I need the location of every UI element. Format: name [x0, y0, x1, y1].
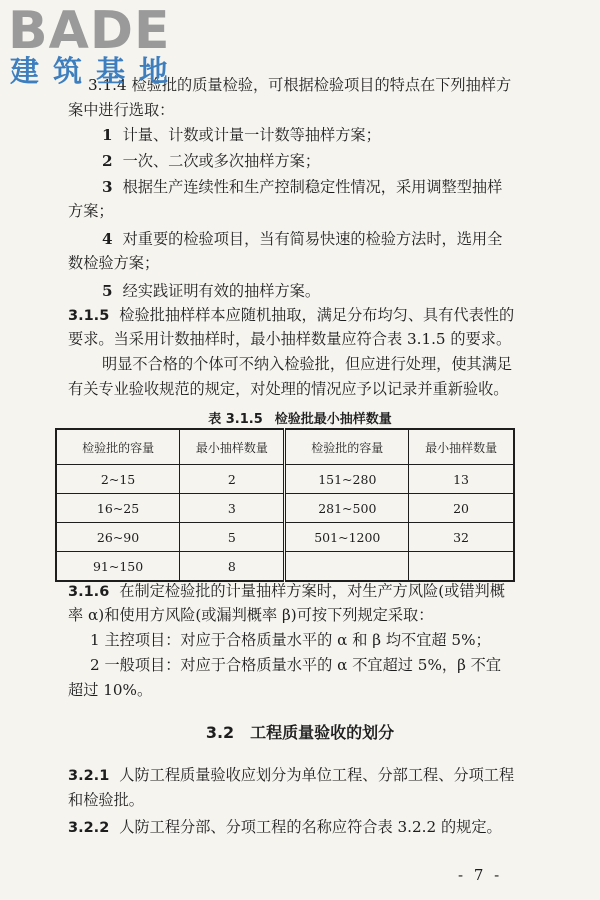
- para-321-line1: 3.2.1 人防工程质量验收应划分为单位工程、分部工程、分项工程: [68, 766, 515, 784]
- logo-subtitle: 建筑基地: [10, 54, 183, 88]
- para-315-line1: 3.1.5 检验批抽样样本应随机抽取，满足分布均匀、具有代表性的: [68, 306, 515, 324]
- para-315-line3: 明显不合格的个体可不纳入检验批，但应进行处理，使其满足: [102, 355, 513, 373]
- list-item-3: [102, 176, 502, 198]
- list-item-4: [102, 228, 502, 250]
- para-322: 3.2.2 人防工程分部、分项工程的名称应符合表 3.2.2 的规定。: [68, 818, 502, 836]
- table-caption-number: 表 3.1.5: [208, 412, 263, 427]
- list-item-text: 计量、计数或计量一计数等抽样方案；: [122, 126, 381, 144]
- para-316-line5: 超过 10%。: [68, 681, 153, 699]
- list-item-text: 对重要的检验项目，当有简易快速的检验方法时，选用全: [122, 230, 503, 248]
- sampling-table: [55, 428, 515, 582]
- list-item-number: 4: [102, 230, 113, 248]
- table-cell: 8: [180, 552, 285, 582]
- table-row: [56, 552, 514, 582]
- list-item-number: 1: [102, 126, 113, 144]
- para-314-line1: 3.1.4 检验批的质量检验，可根据检验项目的特点在下列抽样方: [88, 76, 512, 94]
- table-header-cell: 最小抽样数量: [180, 429, 285, 465]
- list-item-text: 根据生产连续性和生产控制稳定性情况，采用调整型抽样: [122, 178, 503, 196]
- table-row: [56, 523, 514, 552]
- para-316-line4: 2 一般项目：对应于合格质量水平的 α 不宜超过 5%，β 不宜: [90, 656, 502, 674]
- list-item-3-cont: 方案；: [68, 202, 114, 220]
- watermark-logo: [8, 1, 183, 88]
- table-cell: 5: [180, 523, 285, 552]
- list-item-number: 5: [102, 282, 113, 300]
- table-row: [56, 494, 514, 523]
- section-number: 3.2.1: [68, 768, 110, 784]
- para-315-line2: 要求。当采用计数抽样时，最小抽样数量应符合表 3.1.5 的要求。: [68, 330, 512, 348]
- table-cell: 151~280: [285, 465, 409, 494]
- list-item-4-cont: 数检验方案；: [68, 254, 160, 272]
- table-cell: 2: [180, 465, 285, 494]
- list-item-text: 一次、二次或多次抽样方案；: [122, 152, 321, 170]
- section-number: 3.2.2: [68, 820, 110, 836]
- section-number: 3.1.5: [68, 308, 110, 324]
- list-item-number: 3: [102, 178, 113, 196]
- table-header-cell: 检验批的容量: [285, 429, 409, 465]
- list-item-2: [102, 150, 320, 172]
- section-number: 3.1.6: [68, 584, 110, 600]
- page-number: - 7 -: [458, 866, 503, 884]
- table-cell: [285, 552, 409, 582]
- heading-title: 工程质量验收的划分: [250, 723, 395, 742]
- table-caption: [0, 408, 600, 427]
- para-316-line2: 率 α)和使用方风险(或漏判概率 β)可按下列规定采取：: [68, 606, 434, 624]
- table-cell: 13: [409, 465, 514, 494]
- para-315-line4: 有关专业验收规范的规定，对处理的情况应予以记录并重新验收。: [68, 380, 509, 398]
- table-cell: 501~1200: [285, 523, 409, 552]
- list-item-5: [102, 280, 320, 302]
- table-cell: 281~500: [285, 494, 409, 523]
- para-316-line1: 3.1.6 在制定检验批的计量抽样方案时，对生产方风险(或错判概: [68, 582, 505, 600]
- table-cell: 20: [409, 494, 514, 523]
- table-cell: 16~25: [56, 494, 180, 523]
- logo-wordmark: BADE: [8, 1, 171, 61]
- list-item-number: 2: [102, 152, 113, 170]
- para-321-line2: 和检验批。: [68, 791, 144, 809]
- list-item-text: 经实践证明有效的抽样方案。: [122, 282, 321, 300]
- table-caption-title: 检验批最小抽样数量: [274, 412, 392, 427]
- table-cell: 91~150: [56, 552, 180, 582]
- heading-number: 3.2: [205, 723, 235, 742]
- list-item-1: [102, 124, 381, 146]
- table-header-cell: 检验批的容量: [56, 429, 180, 465]
- table-cell: 2~15: [56, 465, 180, 494]
- table-header-row: [56, 429, 514, 465]
- table-cell: [409, 552, 514, 582]
- table-cell: 3: [180, 494, 285, 523]
- table-cell: 26~90: [56, 523, 180, 552]
- para-314-line2: 案中进行选取：: [68, 101, 175, 119]
- para-316-line3: 1 主控项目：对应于合格质量水平的 α 和 β 均不宜超 5%；: [90, 631, 491, 649]
- table-row: [56, 465, 514, 494]
- table-header-cell: 最小抽样数量: [409, 429, 514, 465]
- table-cell: 32: [409, 523, 514, 552]
- section-heading-32: [0, 720, 600, 743]
